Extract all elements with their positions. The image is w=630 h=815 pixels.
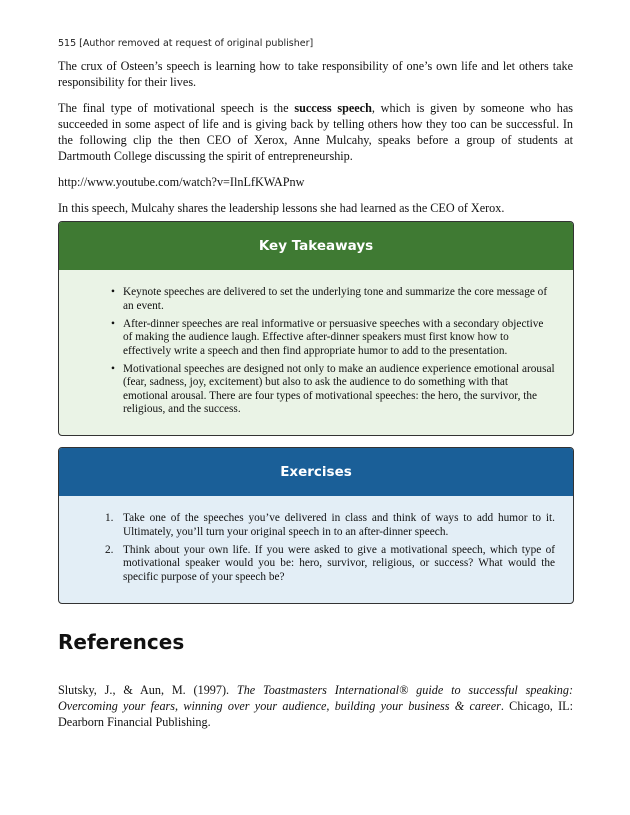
exercises-list: [59, 512, 573, 584]
reference-publisher: . Chicago, IL: Dearborn Financial Publishing.: [58, 699, 573, 729]
list-item-text: Think about your own life. If you were asked to give a motivational speech, which type of motivational speaker would you be: hero, survivor, religious, or success? What would the specific purpose of your speech be?: [123, 543, 555, 583]
bullet: •: [111, 317, 115, 330]
list-item: [59, 286, 573, 313]
paragraph-text: The final type of motivational speech is the: [58, 101, 295, 115]
paragraph-text: , which is given by someone who has succeeded in some aspect of life and is giving back by telling others how they too can be successful. In the following clip the then CEO of Xerox, Anne Mulcahy, speaks before a group of students at Dartmouth College discussing the spirit of entrepreneurship.: [58, 101, 573, 163]
reference-authors: Slutsky, J., & Aun, M. (1997).: [58, 683, 237, 697]
list-item: [59, 544, 573, 585]
list-item-text: Take one of the speeches you’ve delivered in class and think of ways to add humor to it. Ultimately, you’ll turn your original speech in to an after-dinner speech.: [123, 512, 555, 538]
list-item: [59, 318, 573, 359]
list-item: [59, 363, 573, 417]
takeaways-list: [59, 286, 573, 417]
list-item-text: Keynote speeches are delivered to set the underlying tone and summarize the core message of an event.: [123, 286, 548, 312]
item-number: 2.: [105, 543, 114, 556]
references-heading: References: [58, 630, 185, 654]
exercises-box: [58, 447, 574, 604]
list-item: [59, 512, 573, 539]
bullet: •: [111, 362, 115, 375]
list-item-text: Motivational speeches are designed not only to make an audience experience emotional arousal (fear, sadness, joy, excitement) but also to ask the audience to do something with that emotional arousal. There are four types of motivational speeches: the hero, the survivor, the religious, and the success.: [123, 362, 555, 415]
bullet: •: [111, 286, 115, 298]
paragraph-success-speech: [58, 100, 573, 164]
term-success-speech: success speech: [294, 101, 372, 115]
running-header: 515 [Author removed at request of original publisher]: [58, 38, 314, 49]
list-item-text: After-dinner speeches are real informative or persuasive speeches with a secondary objective of making the audience laugh. Effective after-dinner speakers must first know how to effectively write a speech and then find appropriate humor to add to the presentation.: [123, 317, 544, 357]
reference-entry: [58, 682, 573, 730]
exercises-content: [59, 496, 573, 584]
paragraph-mulcahy: In this speech, Mulcahy shares the leadership lessons she had learned as the CEO of Xerox.: [58, 201, 505, 215]
item-number: 1.: [105, 512, 114, 524]
paragraph-osteen: The crux of Osteen’s speech is learning how to take responsibility of one’s own life and let others take responsibility for their lives.: [58, 59, 573, 89]
reference-title: The Toastmasters International® guide to successful speaking: Overcoming your fears, winning over your audience, building your business & career: [58, 683, 574, 713]
key-takeaways-box: [58, 221, 574, 436]
exercises-title: Exercises: [59, 448, 573, 496]
key-takeaways-content: [59, 270, 573, 417]
video-link[interactable]: http://www.youtube.com/watch?v=IlnLfKWAPnw: [58, 175, 305, 189]
key-takeaways-title: Key Takeaways: [59, 222, 573, 270]
